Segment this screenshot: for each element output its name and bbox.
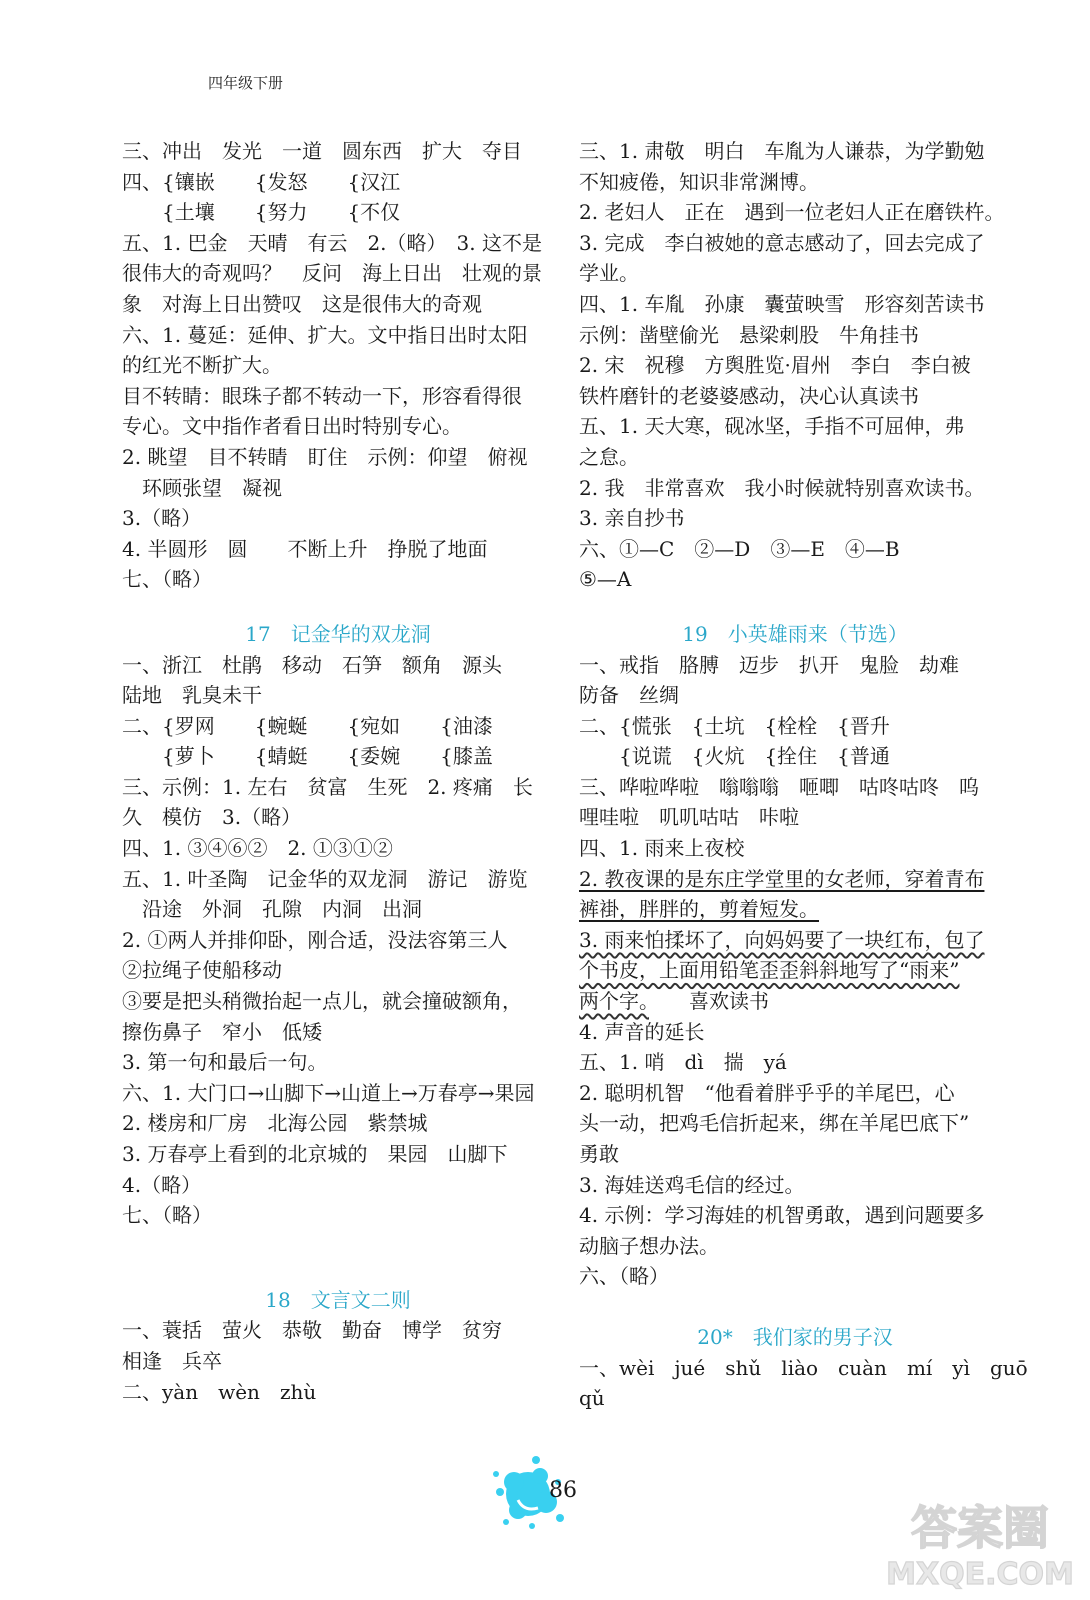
answer-line: 四、1. 车胤 孙康 囊萤映雪 形容刻苦读书 bbox=[579, 291, 985, 316]
section-20-title: 20* 我们家的男子汉 bbox=[697, 1324, 893, 1349]
answer-line: 之怠。 bbox=[579, 444, 639, 469]
section-19-title: 19 小英雄雨来（节选） bbox=[682, 621, 908, 646]
answer-line: 示例：凿壁偷光 悬梁刺股 牛角挂书 bbox=[579, 322, 919, 347]
page-number: 86 bbox=[549, 1478, 577, 1503]
underlined-text: 2. 教夜课的是东庄学堂里的女老师，穿着青布 bbox=[579, 866, 985, 891]
wavy-answer-line bbox=[579, 925, 1011, 956]
answer-line: 四、1. 雨来上夜校 bbox=[579, 836, 745, 861]
answer-line: 3. 第一句和最后一句。 bbox=[122, 1050, 328, 1075]
answer-line: 4. 半圆形 圆 不断上升 挣脱了地面 bbox=[122, 536, 488, 561]
answer-line: 铁杵磨针的老婆婆感动，决心认真读书 bbox=[579, 383, 919, 408]
answer-line: ③要是把头稍微抬起一点儿，就会撞破额角， bbox=[122, 989, 522, 1014]
answer-line: 久 模仿 3.（略） bbox=[122, 805, 302, 830]
answer-line: 3. 海娃送鸡毛信的经过。 bbox=[579, 1172, 805, 1197]
answer-line: {土壤 {努力 {不仅 bbox=[122, 200, 401, 225]
answer-line: 沿途 外洞 孔隙 内洞 出洞 bbox=[122, 897, 422, 922]
answer-line: 四、{镶嵌 {发怒 {汉江 bbox=[122, 169, 401, 194]
answer-line: 五、1. 天大寒，砚冰坚，手指不可屈伸，弗 bbox=[579, 414, 965, 439]
answer-line: 二、{罗网 {蜿蜒 {宛如 {油漆 bbox=[122, 713, 493, 738]
answer-line: 2. 眺望 目不转睛 盯住 示例：仰望 俯视 bbox=[122, 444, 528, 469]
answer-line: 3. 完成 李白被她的意志感动了，回去完成了 bbox=[579, 230, 985, 255]
answer-line: 五、1. 巴金 天晴 有云 2.（略） 3. 这不是 bbox=[122, 230, 542, 255]
answer-line: 2. 老妇人 正在 遇到一位老妇人正在磨铁杵。 bbox=[579, 200, 1005, 225]
answer-line: 环顾张望 凝视 bbox=[122, 475, 282, 500]
answer-line: 三、哗啦哗啦 嗡嗡嗡 咂唧 咕咚咕咚 呜 bbox=[579, 774, 979, 799]
answer-line: 动脑子想办法。 bbox=[579, 1233, 719, 1258]
answer-line: 3. 亲自抄书 bbox=[579, 506, 685, 531]
answer-line: 4. 声音的延长 bbox=[579, 1019, 705, 1044]
answer-line: 二、yàn wèn zhù bbox=[122, 1379, 317, 1404]
answer-line: 4. 示例：学习海娃的机智勇敢，遇到问题要多 bbox=[579, 1203, 985, 1228]
answer-line: 六、（略） bbox=[579, 1264, 669, 1289]
left-column bbox=[122, 136, 554, 1407]
splash-decoration-icon bbox=[488, 1452, 598, 1532]
answer-line: 目不转睛：眼珠子都不转动一下，形容看得很 bbox=[122, 383, 522, 408]
wavy-answer-line bbox=[579, 955, 1011, 986]
answer-line: 一、蓑括 萤火 恭敬 勤奋 博学 贫穷 bbox=[122, 1318, 502, 1343]
answer-line: 不知疲倦，知识非常渊博。 bbox=[579, 169, 819, 194]
answer-line: 2. 宋 祝穆 方舆胜览·眉州 李白 李白被 bbox=[579, 353, 971, 378]
answer-line: 一、戒指 胳膊 迈步 扒开 鬼脸 劫难 bbox=[579, 652, 959, 677]
watermark-logo bbox=[880, 1490, 1080, 1594]
section-17-title: 17 记金华的双龙洞 bbox=[245, 621, 431, 646]
right-column bbox=[579, 136, 1028, 1414]
answer-line: 六、1. 蔓延：延伸、扩大。文中指日出时太阳 bbox=[122, 322, 528, 347]
answer-line: {说谎 {火炕 {拴住 {普通 bbox=[579, 744, 890, 769]
underlined-answer-line bbox=[579, 894, 1011, 925]
answer-line: 三、冲出 发光 一道 圆东西 扩大 夺目 bbox=[122, 139, 522, 163]
underlined-text: 裤褂，胖胖的，剪着短发。 bbox=[579, 897, 819, 922]
answer-line: 二、{慌张 {土坑 {栓栓 {晋升 bbox=[579, 713, 890, 738]
answer-line: 勇敢 bbox=[579, 1142, 619, 1166]
answer-line: 3.（略） bbox=[122, 506, 202, 531]
answer-line: 擦伤鼻子 窄小 低矮 bbox=[122, 1019, 322, 1044]
answer-line: 四、1. ③④⑥② 2. ①③①② bbox=[122, 836, 393, 861]
answer-line: 2. 楼房和厂房 北海公园 紫禁城 bbox=[122, 1111, 428, 1136]
answer-line: 七、（略） bbox=[122, 1203, 212, 1228]
section-18-title: 18 文言文二则 bbox=[265, 1287, 411, 1312]
answer-line: 相逢 兵卒 bbox=[122, 1348, 222, 1373]
answer-line: 3. 万春亭上看到的北京城的 果园 山脚下 bbox=[122, 1142, 508, 1166]
answer-line: qǔ bbox=[579, 1386, 605, 1411]
answer-line: 一、wèi jué shǔ liào cuàn mí yì guō bbox=[579, 1355, 1028, 1380]
answer-line: ②拉绳子使船移动 bbox=[122, 958, 282, 983]
answer-line: 2. ①两人并排仰卧，刚合适，没法容第三人 bbox=[122, 927, 508, 952]
grade-label: 四年级下册 bbox=[208, 74, 284, 92]
answer-line: 五、1. 叶圣陶 记金华的双龙洞 游记 游览 bbox=[122, 866, 528, 891]
answer-line: 哩哇啦 叽叽咕咕 咔啦 bbox=[579, 805, 799, 830]
answer-line: 很伟大的奇观吗？ 反问 海上日出 壮观的景 bbox=[122, 261, 542, 286]
answer-line: 六、1. 大门口→山脚下→山道上→万春亭→果园 bbox=[122, 1080, 535, 1105]
answer-line: 防备 丝绸 bbox=[579, 683, 679, 708]
answer-line: 学业。 bbox=[579, 261, 639, 286]
answer-line: 象 对海上日出赞叹 这是很伟大的奇观 bbox=[122, 291, 482, 316]
watermark-text-url: MXQE.COM bbox=[886, 1557, 1074, 1592]
wavy-underlined-text: 个书皮，上面用铅笔歪歪斜斜地写了“雨来” bbox=[579, 958, 960, 983]
answer-line: 五、1. 哨 dì 揣 yá bbox=[579, 1050, 787, 1075]
answer-tail: 喜欢读书 bbox=[649, 989, 769, 1014]
answer-line: ⑤—A bbox=[579, 567, 632, 592]
answer-line: 陆地 乳臭未干 bbox=[122, 683, 262, 708]
answer-line: 的红光不断扩大。 bbox=[122, 353, 282, 378]
wavy-underlined-text: 两个字。 bbox=[579, 989, 649, 1014]
answer-line: 六、①—C ②—D ③—E ④—B bbox=[579, 536, 900, 561]
answer-line: 一、浙江 杜鹃 移动 石笋 额角 源头 bbox=[122, 652, 502, 677]
answer-line: 2. 我 非常喜欢 我小时候就特别喜欢读书。 bbox=[579, 475, 985, 500]
watermark-text-cn: 答案圈 bbox=[911, 1501, 1049, 1555]
answer-line: 头一动，把鸡毛信折起来，绑在羊尾巴底下” bbox=[579, 1111, 970, 1136]
wavy-underlined-text: 3. 雨来怕揉坏了，向妈妈要了一块红布，包了 bbox=[579, 927, 985, 952]
answer-line: 三、1. 肃敬 明白 车胤为人谦恭，为学勤勉 bbox=[579, 139, 985, 163]
wavy-answer-line bbox=[579, 986, 1011, 1017]
underlined-answer-line bbox=[579, 864, 1011, 895]
answer-line: {萝卜 {蜻蜓 {委婉 {膝盖 bbox=[122, 744, 493, 769]
answer-line: 2. 聪明机智 “他看着胖乎乎的羊尾巴，心 bbox=[579, 1080, 955, 1105]
answer-line: 4.（略） bbox=[122, 1172, 202, 1197]
answer-line: 三、示例：1. 左右 贫富 生死 2. 疼痛 长 bbox=[122, 774, 533, 799]
answer-line: 专心。文中指作者看日出时特别专心。 bbox=[122, 414, 462, 439]
answer-line: 七、（略） bbox=[122, 567, 212, 592]
